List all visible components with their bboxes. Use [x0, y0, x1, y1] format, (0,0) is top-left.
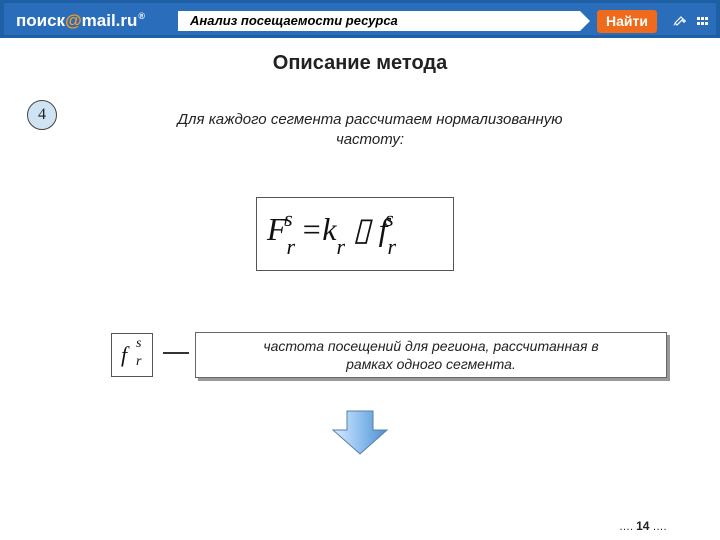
page-prefix: ….: [619, 521, 637, 533]
keyboard-icon[interactable]: [696, 15, 710, 31]
search-toolbar: [0, 0, 720, 38]
search-input-tip: [580, 11, 590, 31]
find-button[interactable]: Найти: [597, 10, 657, 33]
description-line-2: частоту:: [335, 131, 405, 148]
logo-at: @: [65, 11, 82, 30]
pen-tool-icon[interactable]: [671, 15, 687, 31]
logo-registered: ®: [138, 11, 146, 21]
definition-dash: [163, 352, 189, 354]
definition-line-1: частота посещений для региона, рассчитанная в: [263, 338, 599, 354]
search-input[interactable]: [178, 11, 580, 31]
step-number-badge: 4: [27, 100, 57, 130]
frequency-symbol-s: s: [136, 336, 142, 351]
page-number-value: 14: [636, 519, 650, 533]
frequency-symbol-box: [111, 333, 153, 377]
search-input-value: Анализ посещаемости ресурса: [190, 13, 398, 28]
page-suffix: ….: [649, 521, 667, 533]
definition-box: [195, 332, 667, 378]
logo-text: поиск: [16, 11, 66, 30]
down-arrow-icon: [330, 410, 390, 461]
definition-line-2: рамках одного сегмента.: [346, 356, 516, 372]
description-line-1: Для каждого сегмента рассчитаем нормализованную: [177, 111, 563, 128]
mail-ru-logo[interactable]: [16, 11, 145, 31]
page-number: [619, 519, 667, 533]
formula-box: [256, 197, 454, 271]
frequency-symbol-r: r: [136, 354, 142, 369]
slide-title: Описание метода: [272, 52, 448, 74]
logo-mail: mail.ru: [81, 11, 138, 30]
search-toolbar-inner: [4, 3, 716, 35]
definition-text: [206, 337, 656, 373]
method-description: [100, 110, 640, 150]
normalized-frequency-formula: $F_r^s =k_r$ ▯ $f_r^s$: [267, 206, 397, 259]
frequency-symbol-f: f: [121, 342, 128, 367]
